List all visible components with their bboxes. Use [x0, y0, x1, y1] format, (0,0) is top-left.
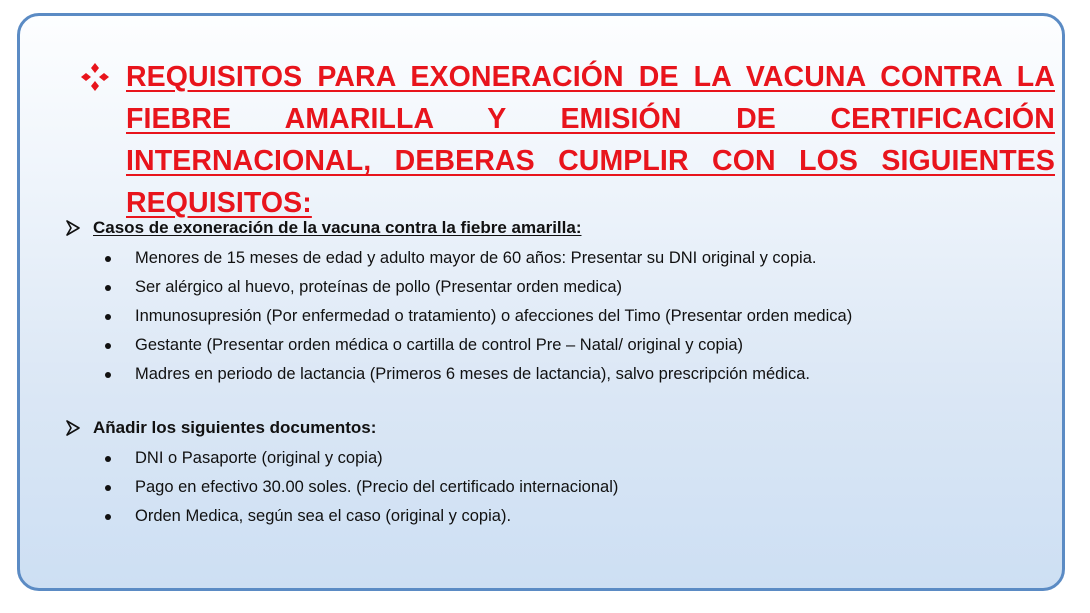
- page-title: REQUISITOS PARA EXONERACIÓN DE LA VACUNA CONTRA LA FIEBRE AMARILLA Y EMISIÓN DE CERTIFICACIÓN INTERNACIONAL, DEBERAS CUMPLIR CON LOS SIGUIENTES REQUISITOS:: [126, 61, 1055, 219]
- section-heading: [65, 416, 618, 440]
- four-diamond-icon: [80, 62, 110, 92]
- title-block: [80, 56, 1055, 224]
- list-item: [65, 502, 618, 531]
- section-documents: [65, 416, 618, 531]
- documents-list: [65, 444, 618, 531]
- arrow-right-icon: [65, 420, 81, 436]
- list-item-text: Gestante (Presentar orden médica o cartilla de control Pre – Natal/ original y copia): [135, 336, 744, 354]
- bullet-icon: [105, 485, 111, 491]
- list-item-text: Inmunosupresión (Por enfermedad o tratamiento) o afecciones del Timo (Presentar orden medica): [135, 307, 853, 325]
- list-item: [65, 244, 852, 273]
- bullet-icon: [105, 256, 111, 262]
- list-item-text: Ser alérgico al huevo, proteínas de pollo (Presentar orden medica): [135, 278, 623, 296]
- bullet-icon: [105, 372, 111, 378]
- section-heading-label: Añadir los siguientes documentos:: [93, 418, 377, 437]
- bullet-icon: [105, 514, 111, 520]
- list-item: [65, 360, 852, 389]
- section-exoneration-cases: [65, 216, 852, 389]
- list-item-text: Menores de 15 meses de edad y adulto mayor de 60 años: Presentar su DNI original y copia.: [135, 249, 817, 267]
- section-heading-label: Casos de exoneración de la vacuna contra la fiebre amarilla:: [93, 218, 582, 237]
- bullet-icon: [105, 456, 111, 462]
- list-item: [65, 302, 852, 331]
- list-item-text: DNI o Pasaporte (original y copia): [135, 449, 383, 467]
- list-item: [65, 444, 618, 473]
- section-heading: [65, 216, 852, 240]
- list-item-text: Orden Medica, según sea el caso (original y copia).: [135, 507, 512, 525]
- list-item: [65, 473, 618, 502]
- list-item: [65, 273, 852, 302]
- list-item-text: Pago en efectivo 30.00 soles. (Precio del certificado internacional): [135, 478, 619, 496]
- arrow-right-icon: [65, 220, 81, 236]
- bullet-icon: [105, 343, 111, 349]
- list-item-text: Madres en periodo de lactancia (Primeros 6 meses de lactancia), salvo prescripción médica.: [135, 365, 810, 383]
- exoneration-list: [65, 244, 852, 389]
- list-item: [65, 331, 852, 360]
- bullet-icon: [105, 285, 111, 291]
- content-card: [17, 13, 1065, 591]
- bullet-icon: [105, 314, 111, 320]
